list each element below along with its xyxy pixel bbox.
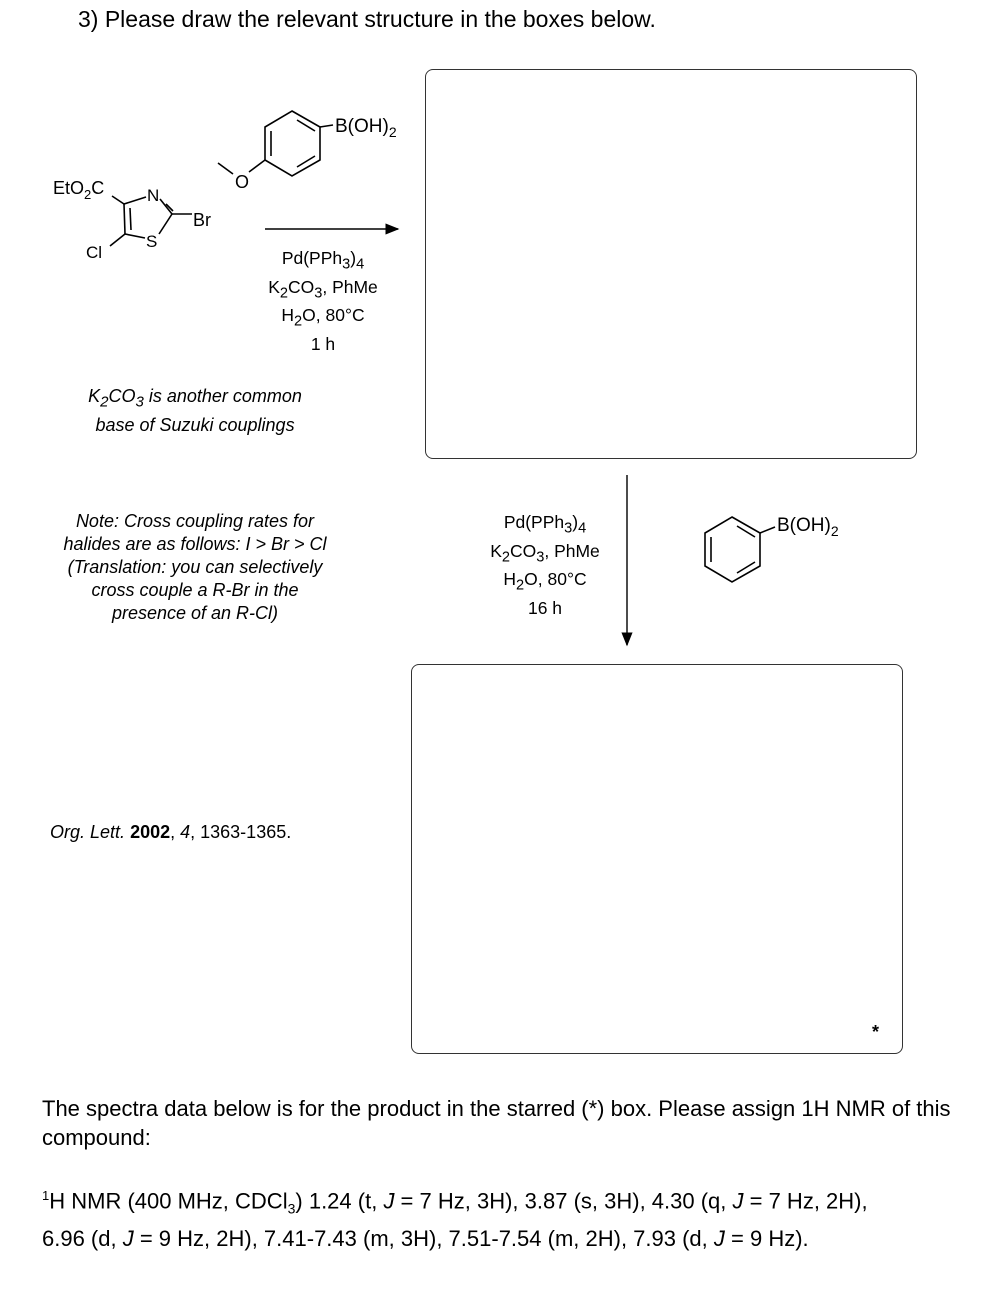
methoxyphenylboronic-acid: [218, 111, 333, 176]
citation: Org. Lett. 2002, 4, 1363-1365.: [50, 822, 292, 842]
k2co3-note: $K_2CO_3$ is another common base of Suzuki couplings: [88, 386, 302, 435]
conditions-1: $Pd(PPh_3)_4$ $K_2CO_3$, PhMe $H_2O$, 80°C 1 h: [268, 248, 378, 354]
ester-label: EtO$_2$C: [53, 178, 105, 202]
bromine-label: Br: [193, 210, 211, 230]
thiazole-sulfur: S: [146, 232, 158, 251]
boronic-acid-label-1: $B(OH)_2$: [335, 116, 397, 140]
spectra-intro: The spectra data below is for the product in the starred (*) box. Please assign 1H NMR of this compound:: [42, 1096, 951, 1150]
nmr-data: $^1$H NMR (400 MHz, CDCl$_3$) 1.24 (t, J = 7 Hz, 3H), 3.87 (s, 3H), 4.30 (q, J = 7 Hz, 2H), 6.96 (d, J = 9 Hz, 2H), 7.41-7.43 (m, 3H), 7.51-7.54 (m, 2H), 7.93 (d, J = 9 Hz).: [42, 1188, 868, 1251]
question-title: 3) Please draw the relevant structure in the boxes below.: [78, 6, 656, 32]
star-marker: *: [872, 1022, 880, 1042]
boronic-acid-label-2: $B(OH)_2$: [777, 515, 839, 539]
conditions-2: $Pd(PPh_3)_4$ $K_2CO_3$, PhMe $H_2O$, 80°C 16 h: [490, 512, 600, 618]
halide-reactivity-note: Note: Cross coupling rates for halides are as follows: I > Br > Cl (Translation: you can selectively cross couple a R-Br in the presence of an R-Cl): [63, 511, 327, 623]
phenylboronic-acid: [705, 517, 775, 582]
methoxy-oxygen: O: [235, 172, 250, 192]
chlorine-label: Cl: [86, 243, 103, 262]
thiazole-nitrogen: N: [147, 186, 160, 205]
answer-box-2-starred[interactable]: [411, 664, 903, 1054]
